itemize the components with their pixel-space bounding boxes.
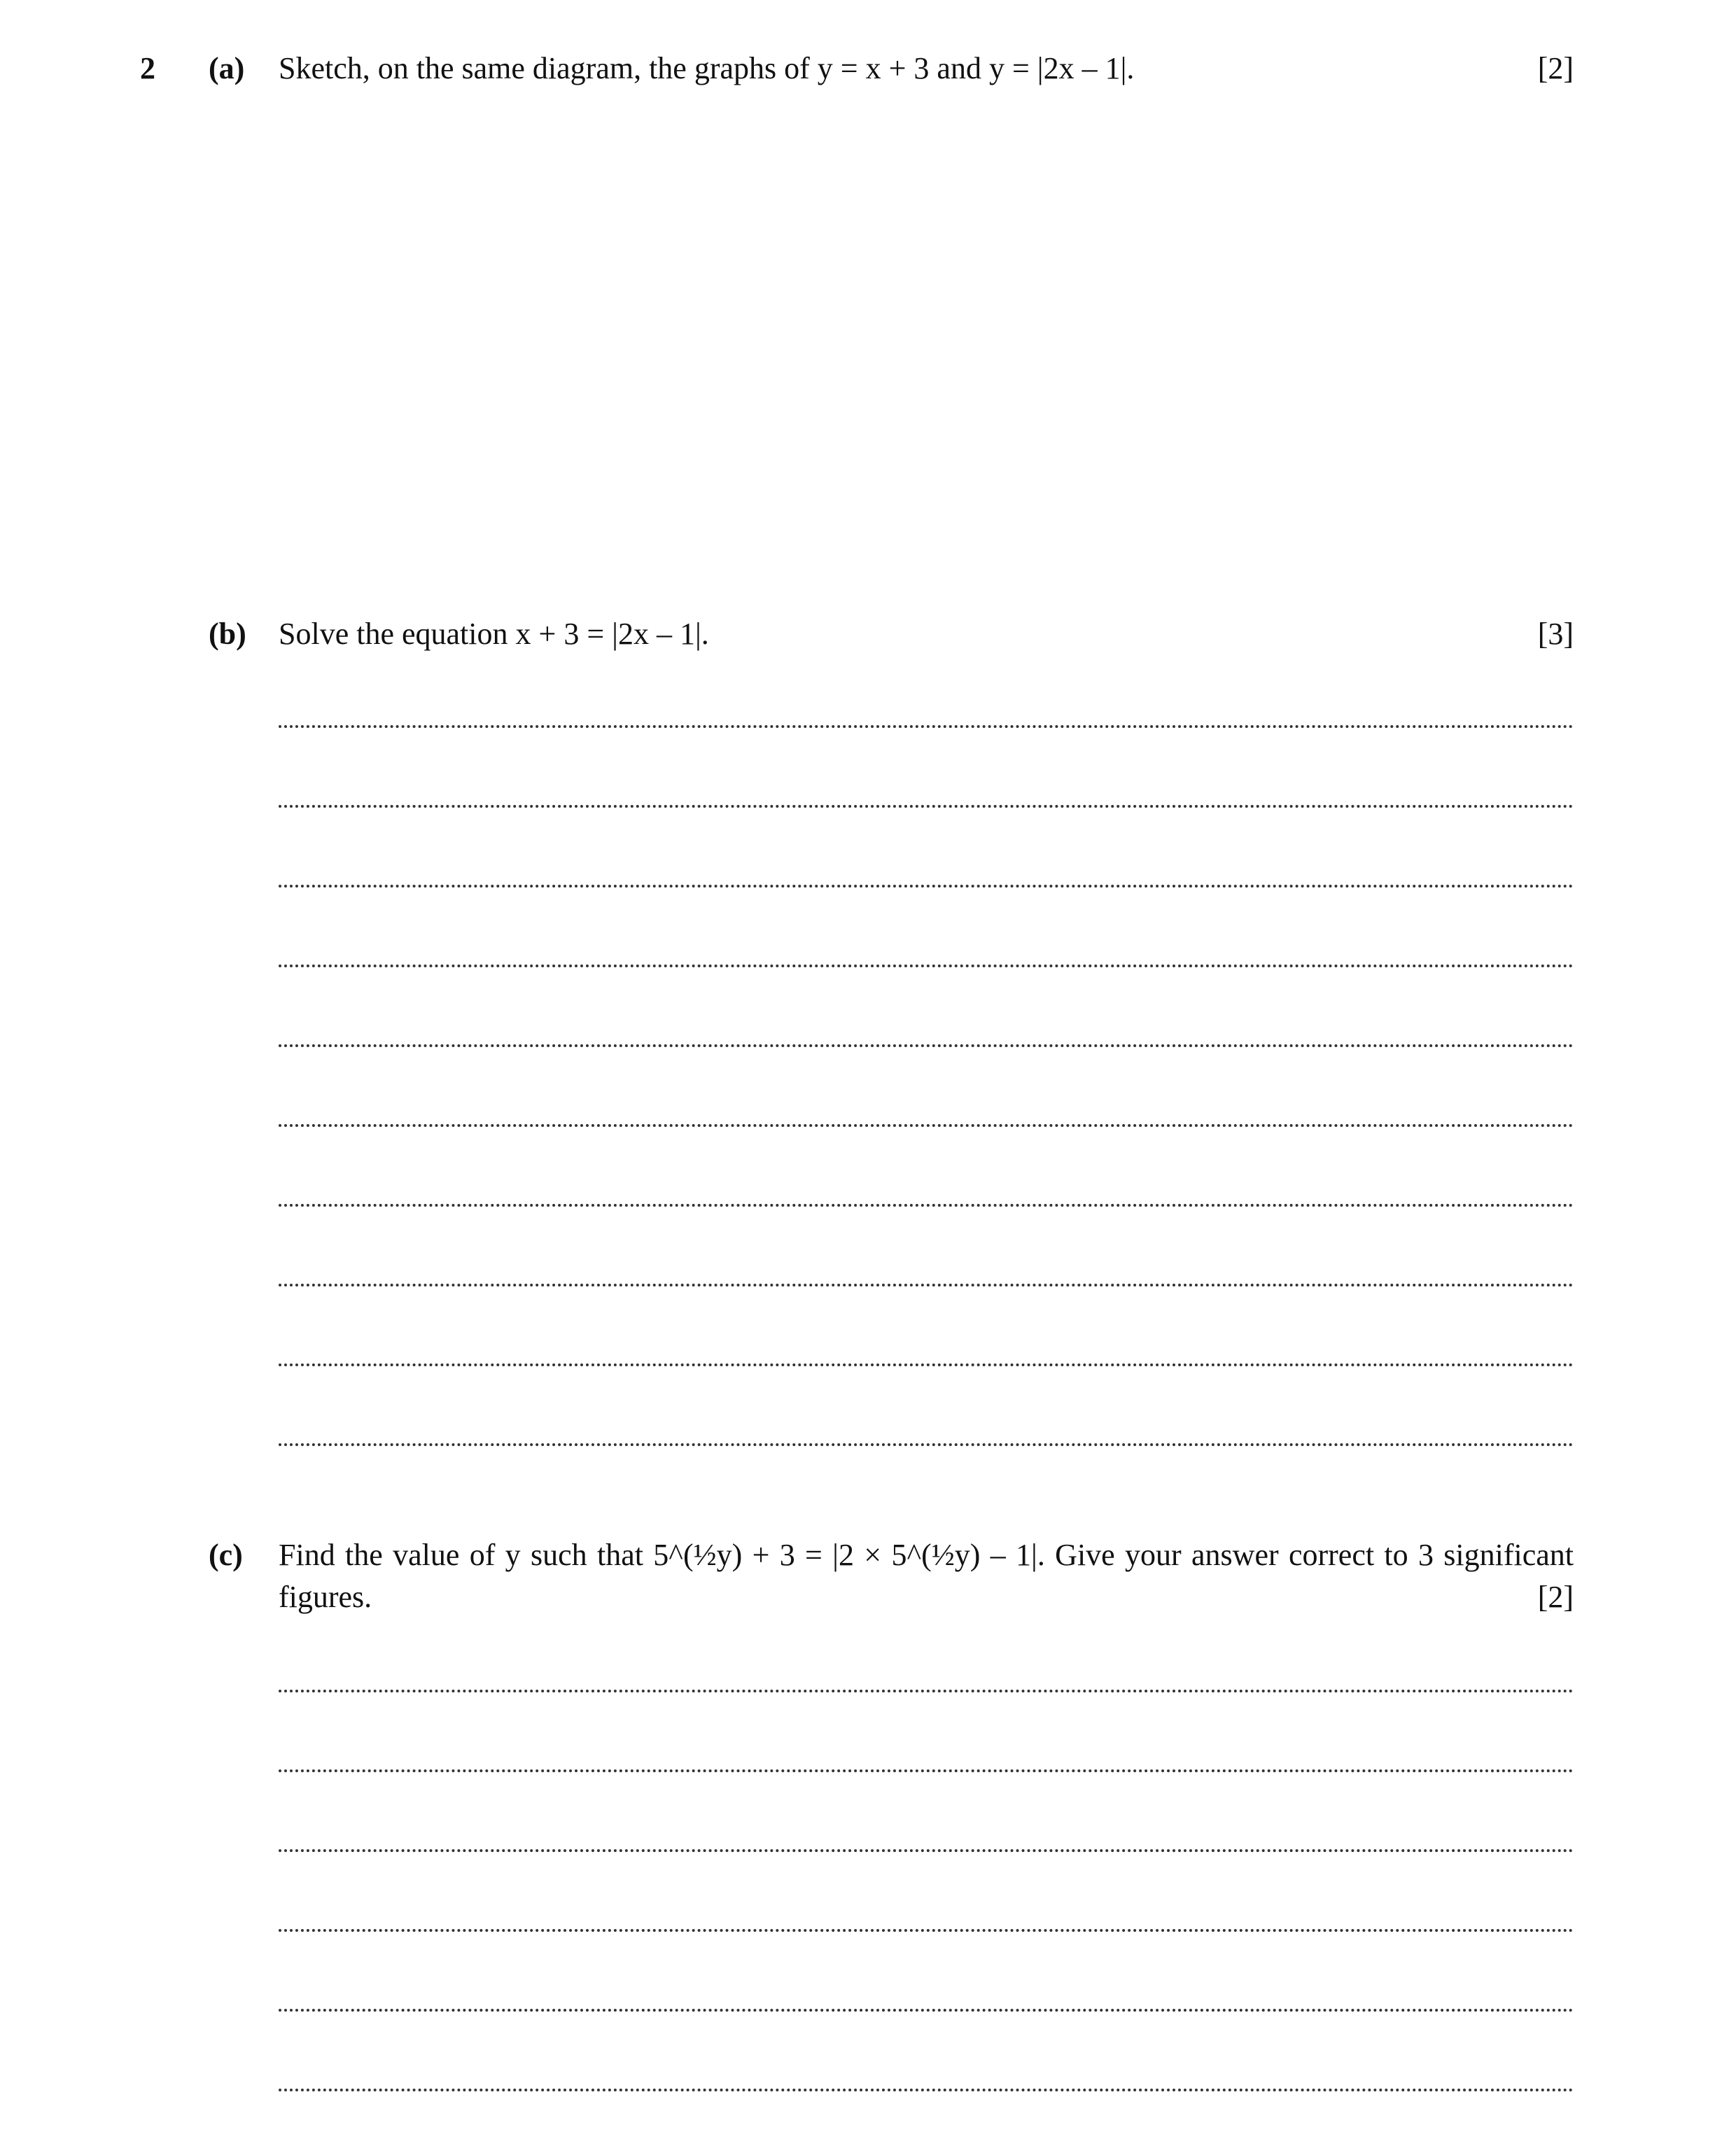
- part-a-sketch-area[interactable]: [279, 105, 1574, 595]
- answer-line[interactable]: [279, 885, 1574, 888]
- part-b-question: [279, 616, 709, 652]
- part-a-label: (a): [209, 51, 245, 85]
- answer-line[interactable]: [279, 1284, 1574, 1286]
- answer-line[interactable]: [279, 2009, 1574, 2012]
- answer-line[interactable]: [279, 1929, 1574, 1932]
- part-c-question-line2: figures.: [279, 1580, 372, 1614]
- answer-line[interactable]: [279, 1443, 1574, 1446]
- part-a-math: y = x + 3 and y = |2x – 1|.: [817, 51, 1135, 85]
- answer-line[interactable]: [279, 1849, 1574, 1852]
- answer-line[interactable]: [279, 725, 1574, 728]
- part-b-label: (b): [209, 617, 246, 651]
- answer-line[interactable]: [279, 1204, 1574, 1207]
- answer-line[interactable]: [279, 965, 1574, 967]
- answer-line[interactable]: [279, 1363, 1574, 1366]
- part-b-math: x + 3 = |2x – 1|.: [515, 617, 709, 651]
- answer-line[interactable]: [279, 1690, 1574, 1692]
- part-a-text: Sketch, on the same diagram, the graphs of: [279, 51, 818, 85]
- part-a-question: [279, 50, 1134, 87]
- answer-line[interactable]: [279, 2089, 1574, 2091]
- part-c-label: (c): [209, 1538, 243, 1572]
- part-c-question-line1: Find the value of y such that 5^(½y) + 3 = |2 × 5^(½y) – 1|. Give your answer correct to 3 significant: [279, 1538, 1574, 1572]
- answer-line[interactable]: [279, 1124, 1574, 1127]
- answer-line[interactable]: [279, 1769, 1574, 1772]
- part-b-text: Solve the equation: [279, 617, 516, 651]
- part-c-marks: [2]: [1537, 1580, 1574, 1614]
- answer-line[interactable]: [279, 805, 1574, 808]
- question-number: 2: [140, 51, 155, 85]
- part-a-marks: [2]: [1537, 51, 1574, 85]
- answer-line[interactable]: [279, 1044, 1574, 1047]
- part-b-marks: [3]: [1537, 617, 1574, 651]
